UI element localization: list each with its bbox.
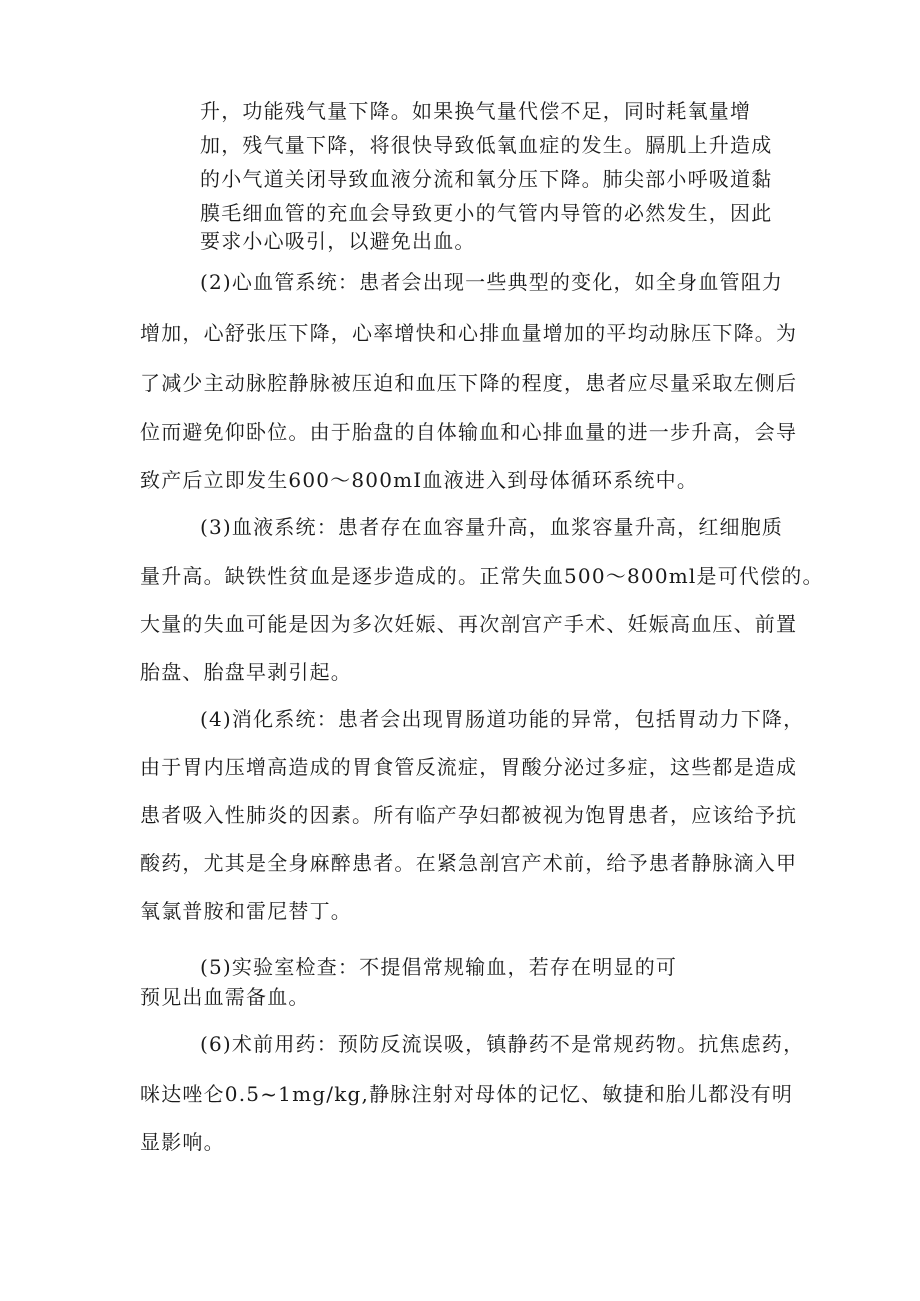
text-line: 加，残气量下降，将很快导致低氧血症的发生。膈肌上升造成 xyxy=(200,133,773,157)
text-line: 预见出血需备血。 xyxy=(140,985,310,1009)
text-line: 膜毛细血管的充血会导致更小的气管内导管的必然发生，因此 xyxy=(200,201,773,225)
text-line: (2)心血管系统：患者会出现一些典型的变化，如全身血管阻力 xyxy=(200,270,784,294)
text-line: 显影响。 xyxy=(140,1130,225,1154)
text-line: 量升高。缺铁性贫血是逐步造成的。正常失血500～800ml是可代偿的。 xyxy=(140,564,824,588)
text-line: 患者吸入性肺炎的因素。所有临产孕妇都被视为饱胃患者，应该给予抗 xyxy=(140,803,798,827)
text-line: (4)消化系统：患者会出现胃肠道功能的异常，包括胃动力下降， xyxy=(200,707,805,731)
text-line: 酸药，尤其是全身麻醉患者。在紧急剖宫产术前，给予患者静脉滴入甲 xyxy=(140,851,798,875)
text-line: 氧氯普胺和雷尼替丁。 xyxy=(140,899,352,923)
text-line: 增加，心舒张压下降，心率增快和心排血量增加的平均动脉压下降。为 xyxy=(140,321,798,345)
text-line: (5)实验室检查：不提倡常规输血，若存在明显的可 xyxy=(200,955,678,979)
text-line: 要求小心吸引，以避免出血。 xyxy=(200,229,476,253)
text-line: 由于胃内压增高造成的胃食管反流症，胃酸分泌过多症，这些都是造成 xyxy=(140,755,798,779)
text-line: 胎盘、胎盘早剥引起。 xyxy=(140,660,352,684)
text-line: 升，功能残气量下降。如果换气量代偿不足，同时耗氧量增 xyxy=(200,99,752,123)
text-line: 了减少主动脉腔静脉被压迫和血压下降的程度，患者应尽量采取左侧后 xyxy=(140,371,798,395)
text-line: 咪达唑仑0.5~1mg/kg,静脉注射对母体的记忆、敏捷和胎儿都没有明 xyxy=(140,1082,794,1106)
text-line: 位而避免仰卧位。由于胎盘的自体输血和心排血量的进一步升高，会导 xyxy=(140,420,798,444)
text-line: 的小气道关闭导致血液分流和氧分压下降。肺尖部小呼吸道黏 xyxy=(200,167,773,191)
text-line: (3)血液系统：患者存在血容量升高，血浆容量升高，红细胞质 xyxy=(200,515,784,539)
text-line: 致产后立即发生600～800mI血液进入到母体循环系统中。 xyxy=(140,468,699,492)
text-line: (6)术前用药：预防反流误吸，镇静药不是常规药物。抗焦虑药， xyxy=(200,1032,805,1056)
text-line: 大量的失血可能是因为多次妊娠、再次剖宫产手术、妊娠高血压、前置 xyxy=(140,612,798,636)
